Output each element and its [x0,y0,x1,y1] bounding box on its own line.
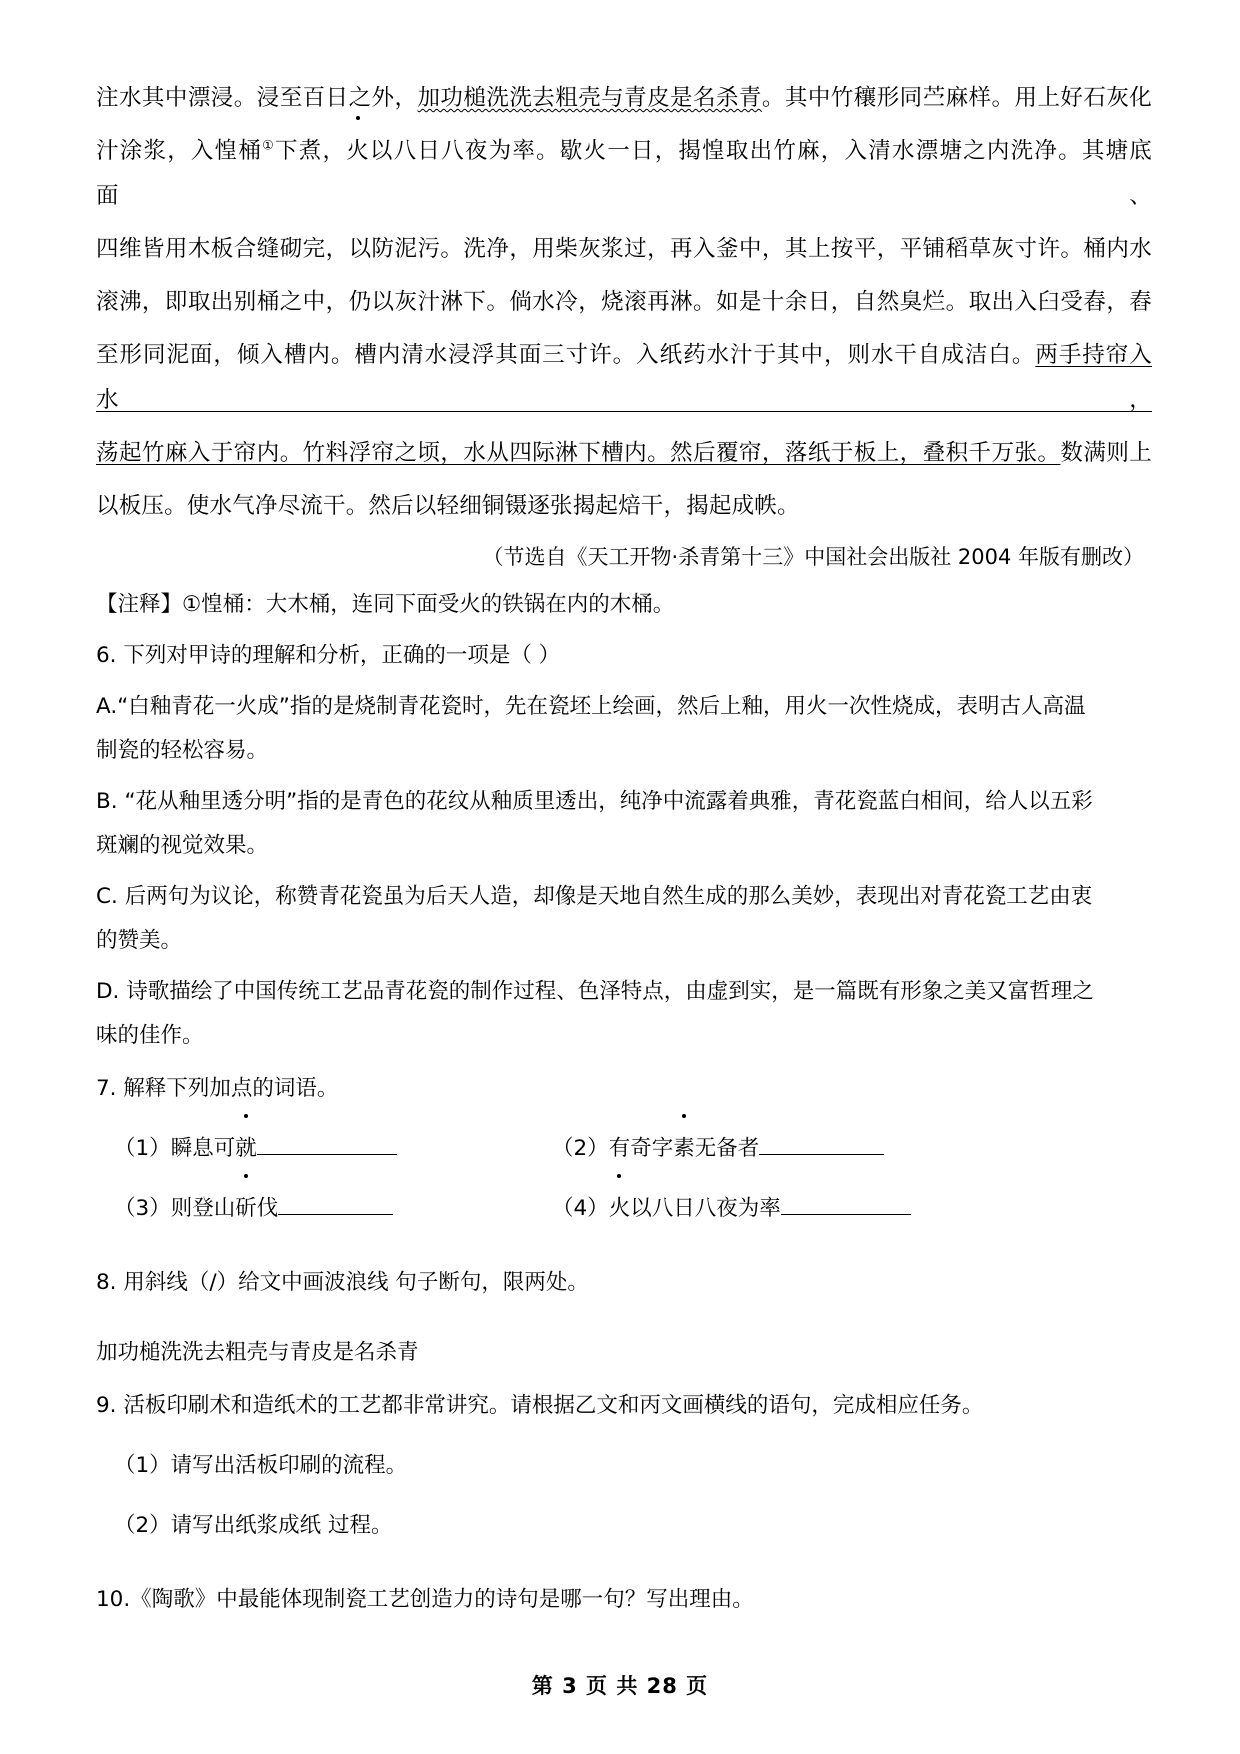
passage-line-5 [96,333,1152,423]
passage-line-2-a: 汁涂浆，入惶桶 [96,138,263,164]
passage-line-2 [96,129,1152,219]
option-c-line1: 后两句为议论，称赞青花瓷虽为后天人造，却像是天地自然生成的那么美妙，表现出对青花瓷工艺由衷 [124,884,1093,909]
q7-item-1-answer-blank[interactable] [257,1154,397,1155]
question-6-option-d[interactable] [96,970,1152,1058]
question-7-item-2 [544,1127,884,1171]
option-c-label: C. [96,884,118,909]
passage-line-6-underline-segment: 荡起竹麻入于帘内。竹料浮帘之顷，水从四际淋下槽内。然后覆帘，落纸于板上，叠积千万张。 [96,440,1061,466]
page-footer: 第 3 页 共 28 页 [531,1674,709,1698]
q7-item-2-answer-blank[interactable] [759,1154,884,1155]
passage-line-6-plain: 数满则上 [1060,440,1152,466]
option-b-line2: 斑斓的视觉效果。 [96,833,269,858]
question-7-item-4 [544,1187,911,1231]
question-7-item-3 [96,1187,544,1231]
question-9-item-2: （2）请写出纸浆成纸 过程。 [114,1513,393,1538]
q7-item-1-pre: 瞬息可 [170,1136,236,1161]
q7-item-4-answer-blank[interactable] [781,1214,911,1215]
question-6-option-c[interactable] [96,875,1152,963]
passage-line-1-plain-b: 。其中竹穰形同苎麻样。用上好石灰化 [761,85,1152,111]
question-8-stem: 8. 用斜线（/）给文中画波浪线 句子断句，限两处。 [96,1270,589,1295]
footnote-marker-1: ① [262,138,275,154]
q7-item-4-dotted-char: 火 [609,1187,631,1231]
q7-item-3-dotted-char: 斫 [235,1187,257,1231]
option-a-line2: 制瓷的轻松容易。 [96,738,269,763]
passage-line-5-plain: 至形同泥面，倾入槽内。槽内清水浸浮其面三寸许。入纸药水汁于其中，则水干自成洁白。 [96,342,1036,368]
q7-item-2-post: 无备者 [694,1136,760,1161]
passage-line-3: 四维皆用木板合缝砌完，以防泥污。洗净，用柴灰浆过，再入釜中，其上按平，平铺稻草灰寸许。桶内水 [96,236,1152,262]
passage-attribution: （节选自《天工开物·杀青第十三》中国社会出版社 2004 年版有删改） [482,545,1144,569]
option-a-line1: “白釉青花一火成”指的是烧制青花瓷时，先在瓷坯上绘画，然后上釉，用火一次性烧成，表明古人高温 [117,694,1086,719]
question-9-item-1: （1）请写出活板印刷的流程。 [114,1453,408,1478]
option-a-label: A. [96,694,118,719]
q7-item-1-dotted-char: 就 [235,1127,257,1171]
question-7-row-2 [96,1187,1152,1231]
question-9-stem: 9. 活板印刷术和造纸术的工艺都非常讲究。请根据乙文和丙文画横线的语句，完成相应任务。 [96,1393,984,1418]
option-b-line1: “花从釉里透分明”指的是青色的花纹从釉质里透出，纯净中流露着典雅，青花瓷蓝白相间，给人以五彩 [124,789,1093,814]
question-6-stem: 6. 下列对甲诗的理解和分析，正确的一项是（ ） [96,643,561,668]
q7-item-2-dotted-char: 素 [673,1127,695,1171]
question-7-stem: 7. 解释下列加点的词语。 [96,1076,339,1101]
option-d-label: D. [96,979,120,1004]
emphasis-dot-char-huo: 火 [346,129,369,174]
question-10-stem: 10.《陶歌》中最能体现制瓷工艺创造力的诗句是哪一句？写出理由。 [96,1587,754,1612]
option-c-line2: 的赞美。 [96,928,183,953]
passage-line-5-underline-segment: 两手持帘入水， [96,342,1152,413]
passage-line-2-b: 下煮， [275,138,347,164]
question-6-option-b[interactable] [96,780,1152,868]
q7-item-3-number: （3） [114,1196,171,1221]
q7-item-2-pre: 有奇字 [608,1136,674,1161]
page-content [96,76,1152,1622]
option-d-line2: 味的佳作。 [96,1023,204,1048]
classical-passage [96,76,1152,529]
option-d-line1: 诗歌描绘了中国传统工艺品青花瓷的制作过程、色泽特点，由虚到实，是一篇既有形象之美又富哲理之 [126,979,1094,1004]
q7-item-4-number: （4） [552,1196,609,1221]
passage-line-7: 以板压。使水气净尽流干。然后以轻细铜镊逐张揭起焙干，揭起成帙。 [96,493,800,519]
q7-item-4-post: 以八日八夜为率 [630,1196,781,1221]
passage-footnote: 【注释】①惶桶：大木桶，连同下面受火的铁锅在内的木桶。 [96,592,675,617]
passage-line-1-wavy-segment: 加功槌洗洗去粗壳与青皮是名杀青 [417,85,762,111]
q7-item-3-answer-blank[interactable] [278,1214,393,1215]
q7-item-3-pre: 则登山 [170,1196,236,1221]
question-7-item-1 [96,1127,544,1171]
option-b-label: B. [96,789,118,814]
question-7-row-1 [96,1127,1152,1171]
q7-item-3-post: 伐 [256,1196,279,1221]
q7-item-2-number: （2） [552,1136,609,1161]
passage-line-6 [96,431,1152,476]
passage-line-1-plain-a: 注水其中漂浸。浸至百日之外， [96,85,418,111]
passage-line-1 [96,76,1152,121]
question-8-fragment: 加功槌洗洗去粗壳与青皮是名杀青 [96,1340,419,1365]
q7-item-1-number: （1） [114,1136,171,1161]
passage-line-2-c: 以八日八夜为率。歇火一日，揭惶取出竹麻，入清水漂塘之内洗净。其塘底面、 [96,138,1152,209]
passage-line-4: 滚沸，即取出别桶之中，仍以灰汁淋下。倘水冷，烧滚再淋。如是十余日，自然臭烂。取出入臼受舂，舂 [96,289,1152,315]
question-6-option-a[interactable] [96,685,1152,773]
